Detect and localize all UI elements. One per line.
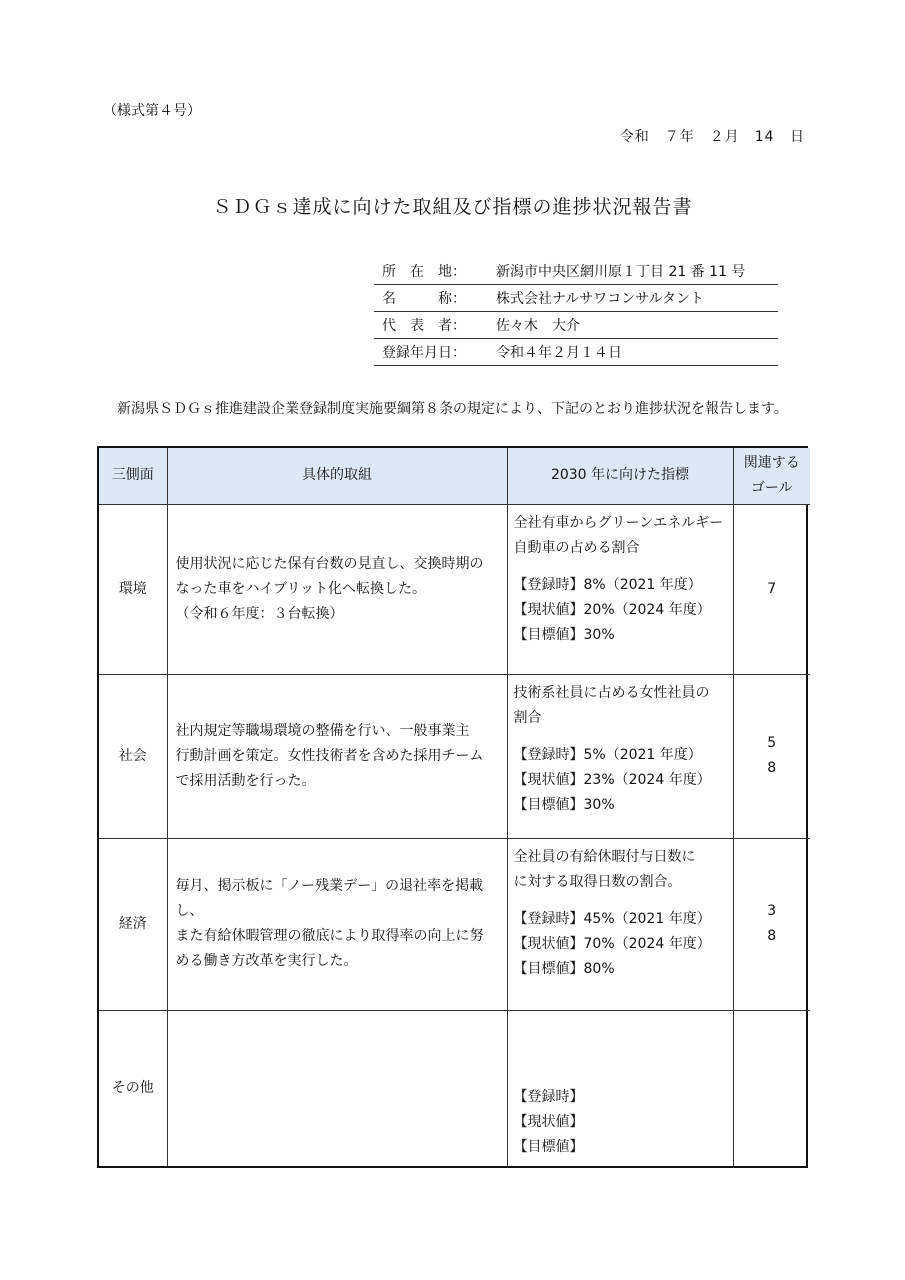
table-row-environment	[99, 504, 810, 674]
current-value: 【現状値】	[513, 1114, 584, 1130]
goals-cell	[733, 1010, 810, 1166]
header-aspect: 三側面	[99, 448, 167, 504]
indicator-cell	[507, 674, 733, 838]
action-line: 使用状況に応じた保有台数の見直し、交換時期の	[175, 555, 484, 572]
header-goals-line: 関連する	[743, 454, 800, 471]
info-value: 令和４年２月１４日	[496, 345, 622, 361]
header-action: 具体的取組	[167, 448, 507, 504]
indicator-line: に対する取得日数の割合。	[513, 873, 682, 890]
action-line: で採用活動を行った。	[175, 772, 316, 789]
current-value: 【現状値】20%（2024 年度）	[513, 601, 711, 618]
info-row-address	[374, 258, 778, 285]
action-cell	[167, 838, 507, 1010]
goals-cell	[733, 504, 810, 674]
info-label: 代 表 者：	[382, 318, 466, 334]
indicator-cell	[507, 1010, 733, 1166]
registered-value: 【登録時】45%（2021 年度）	[513, 910, 711, 927]
action-line: （令和６年度：３台転換）	[175, 605, 344, 622]
table-header-row	[99, 448, 810, 504]
info-label: 所 在 地：	[382, 264, 466, 280]
report-date: 令和 ７年 ２月 14 日	[619, 129, 805, 145]
table-row-other	[99, 1010, 810, 1166]
current-value: 【現状値】23%（2024 年度）	[513, 771, 711, 788]
action-cell	[167, 674, 507, 838]
info-value: 新潟市中央区網川原１丁目 21 番 11 号	[496, 264, 746, 280]
info-row-registration-date	[374, 339, 778, 366]
document-title: ＳＤＧｓ達成に向けた取組及び指標の進捗状況報告書	[212, 196, 693, 218]
action-line: なった車をハイブリット化へ転換した。	[175, 580, 426, 597]
indicator-line: 全社員の有給休暇付与日数に	[513, 848, 696, 865]
action-cell	[167, 504, 507, 674]
action-line: 毎月、掲示板に「ノー残業デー」の退社率を掲載し、	[175, 878, 484, 919]
action-line: める働き方改革を実行した。	[175, 953, 358, 969]
action-line: また有給休暇管理の徹底により取得率の向上に努	[175, 928, 484, 944]
indicator-line: 割合	[513, 709, 542, 726]
indicator-cell	[507, 838, 733, 1010]
indicator-line: 自動車の占める割合	[513, 539, 640, 556]
action-cell	[167, 1010, 507, 1166]
aspect-cell: 社会	[99, 674, 167, 838]
target-value: 【目標値】80%	[513, 960, 615, 977]
goal-number: 8	[767, 760, 777, 776]
company-info	[374, 258, 778, 366]
action-line: 社内規定等職場環境の整備を行い、一般事業主	[175, 722, 470, 739]
info-value: 佐々木 大介	[496, 318, 580, 334]
indicator-line: 技術系社員に占める女性社員の	[513, 684, 710, 701]
header-goals	[733, 448, 810, 504]
table-row-economy	[99, 838, 810, 1010]
goal-number: 5	[767, 735, 777, 751]
aspect-cell: 経済	[99, 838, 167, 1010]
goal-number: 7	[767, 580, 777, 597]
registered-value: 【登録時】5%（2021 年度）	[513, 746, 702, 763]
current-value: 【現状値】70%（2024 年度）	[513, 935, 711, 952]
intro-text: 新潟県ＳＤＧｓ推進建設企業登録制度実施要綱第８条の規定により、下記のとおり進捗状況を報告します。	[117, 401, 788, 417]
goal-number: 8	[767, 928, 777, 944]
aspect-cell: 環境	[99, 504, 167, 674]
info-row-name	[374, 285, 778, 312]
header-goals-line: ゴール	[750, 479, 793, 496]
table-row-society	[99, 674, 810, 838]
indicator-cell	[507, 504, 733, 674]
registered-value: 【登録時】8%（2021 年度）	[513, 576, 702, 593]
goals-cell	[733, 674, 810, 838]
header-indicator: 2030 年に向けた指標	[507, 448, 733, 504]
info-row-representative	[374, 312, 778, 339]
aspect-cell: その他	[99, 1010, 167, 1166]
form-number: （様式第４号）	[103, 103, 201, 119]
target-value: 【目標値】30%	[513, 796, 615, 813]
action-line: 行動計画を策定。女性技術者を含めた採用チーム	[175, 747, 484, 764]
target-value: 【目標値】30%	[513, 626, 615, 643]
info-label: 名 称：	[382, 291, 466, 307]
indicator-line: 全社有車からグリーンエネルギー	[513, 514, 724, 531]
info-value: 株式会社ナルサワコンサルタント	[496, 291, 705, 307]
progress-table	[97, 446, 808, 1168]
goals-cell	[733, 838, 810, 1010]
goal-number: 3	[767, 903, 777, 919]
info-label: 登録年月日：	[382, 345, 466, 361]
registered-value: 【登録時】	[513, 1089, 584, 1105]
target-value: 【目標値】	[513, 1139, 584, 1155]
